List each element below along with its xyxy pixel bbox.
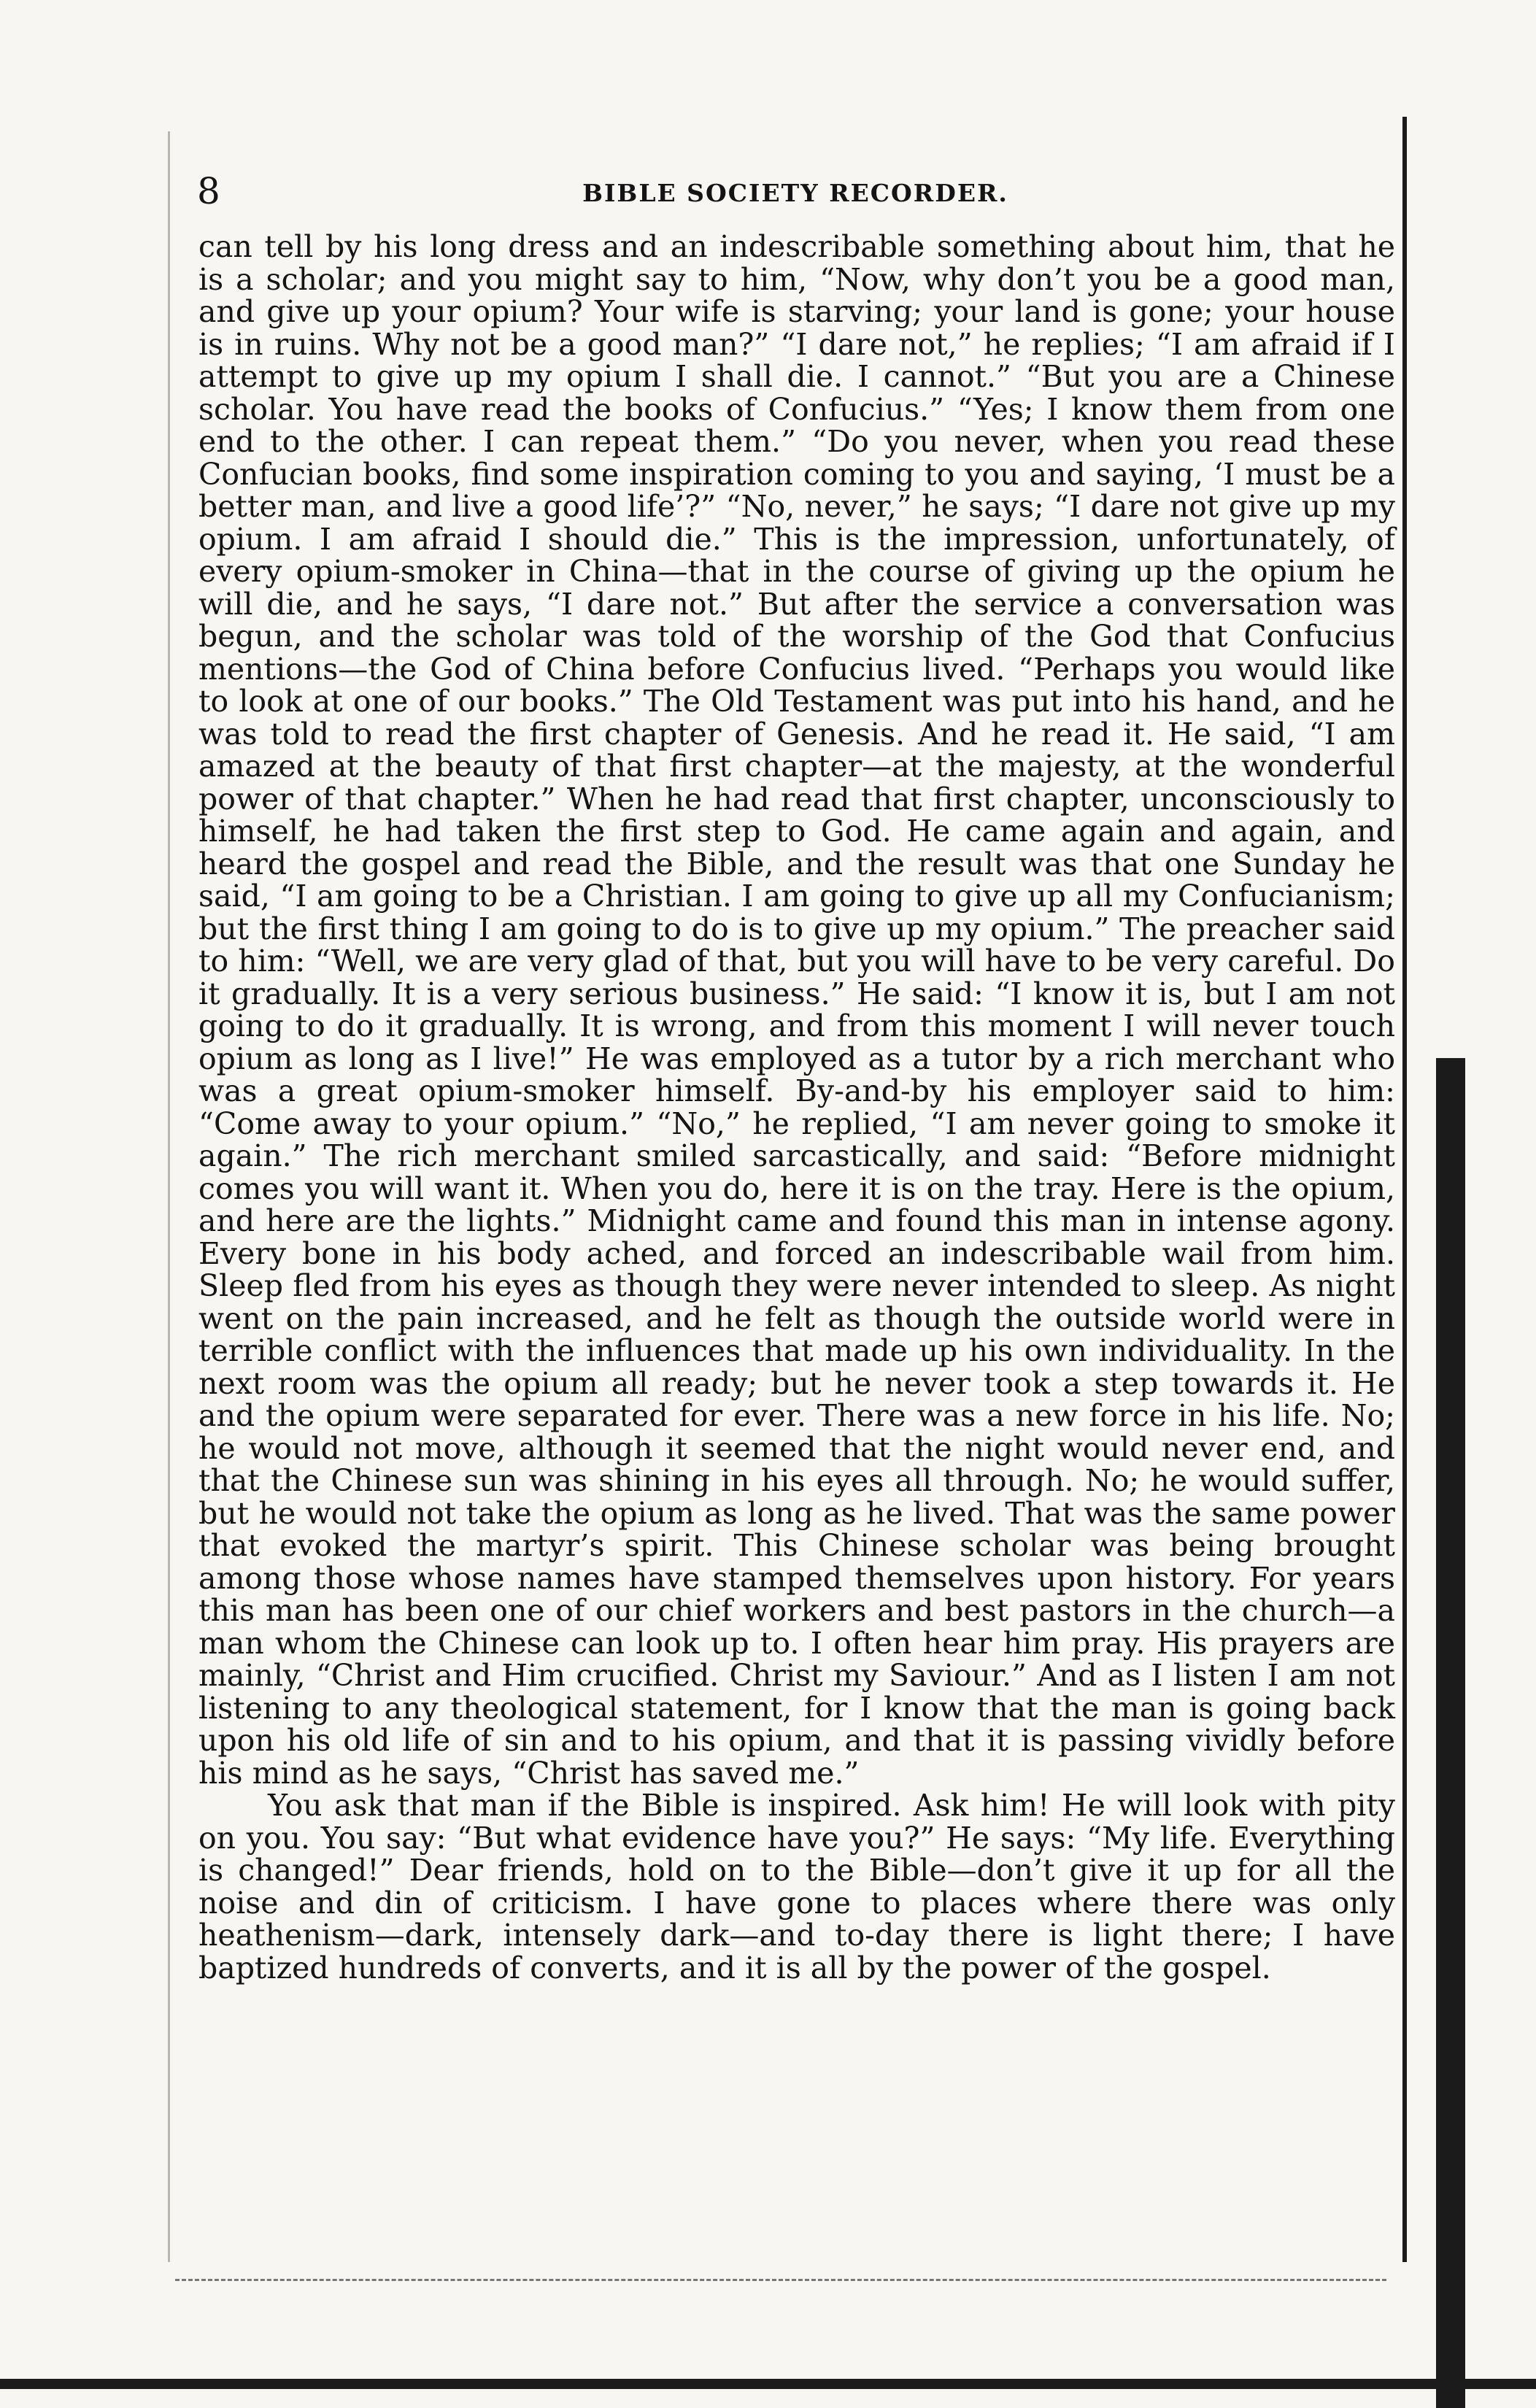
right-margin-rule bbox=[1402, 117, 1407, 2262]
running-head: BIBLE SOCIETY RECORDER. bbox=[582, 179, 1008, 207]
bottom-edge-rule bbox=[0, 2379, 1536, 2389]
page-header bbox=[197, 169, 1394, 220]
paragraph-2: You ask that man if the Bible is inspired. Ask him! He will look with pity on you. You say: “But what evidence have you?” He says: “My life. Everything is changed!” Dear friends, hold on to the Bible—don’t give it up for all the noise and din of criticism. I have gone to places where there was only heathenism—dark, intensely dark—and to-day there is light there; I have baptized hundreds of converts, and it is all by the power of the gospel. bbox=[198, 1788, 1395, 1986]
left-margin-rule bbox=[168, 131, 170, 2262]
bottom-dashed-rule bbox=[175, 2279, 1386, 2281]
paragraph-1: can tell by his long dress and an indescribable something about him, that he is a scholar; and you might say to him, “Now, why don’t you be a good man, and give up your opium? Your wife is starving; your land is gone; your house is in ruins. Why not be a good man?” “I dare not,” he replies; “I am afraid if I attempt to give up my opium I shall die. I cannot.” “But you are a Chinese scholar. You have read the books of Confucius.” “Yes; I know them from one end to the other. I can repeat them.” “Do you never, when you read these Confucian books, find some inspiration coming to you and saying, ‘I must be a better man, and live a good life’?” “No, never,” he says; “I dare not give up my opium. I am afraid I should die.” This is the impression, unfortunately, of every opium-smoker in China—that in the course of giving up the opium he will die, and he says, “I dare not.” But after the service a conversation was begun, and the scholar was told of the worship of the God that Confucius mentions—the God of China before Confucius lived. “Perhaps you would like to look at one of our books.” The Old Testament was put into his hand, and he was told to read the first chapter of Genesis. And he read it. He said, “I am amazed at the beauty of that first chapter—at the majesty, at the wonderful power of that chapter.” When he had read that first chapter, unconsciously to himself, he had taken the first step to God. He came again and again, and heard the gospel and read the Bible, and the result was that one Sunday he said, “I am going to be a Christian. I am going to give up all my Confucianism; but the first thing I am going to do is to give up my opium.” The preacher said to him: “Well, we are very glad of that, but you will have to be very careful. Do it gradually. It is a very serious business.” He said: “I know it is, but I am not going to do it gradually. It is wrong, and from this moment I will never touch opium as long as I live!” He was employed as a tutor by a rich merchant who was a great opium-smoker himself. By-and-by his employer said to him: “Come away to your opium.” “No,” he replied, “I am never going to smoke it again.” The rich merchant smiled sarcastically, and said: “Before midnight comes you will want it. When you do, here it is on the tray. Here is the opium, and here are the lights.” Midnight came and found this man in intense agony. Every bone in his body ached, and forced an indescribable wail from him. Sleep fled from his eyes as though they were never intended to sleep. As night went on the pain increased, and he felt as though the outside world were in terrible conflict with the influences that made up his own individuality. In the next room was the opium all ready; but he never took a step towards it. He and the opium were separated for ever. There was a new force in his life. No; he would not move, although it seemed that the night would never end, and that the Chinese sun was shining in his eyes all through. No; he would suffer, but he would not take the opium as long as he lived. That was the same power that evoked the martyr’s spirit. This Chinese scholar was being brought among those whose names have stamped themselves upon history. For years this man has been one of our chief workers and best pastors in the church—a man whom the Chinese can look up to. I often hear him pray. His prayers are mainly, “Christ and Him crucified. Christ my Saviour.” And as I listen I am not listening to any theological statement, for I know that the man is going back upon his old life of sin and to his opium, and that it is passing vividly before his mind as he says, “Christ has saved me.” bbox=[198, 229, 1395, 1791]
page-number: 8 bbox=[197, 170, 220, 212]
binding-edge bbox=[1436, 1058, 1465, 2408]
article-body bbox=[198, 231, 1395, 1984]
